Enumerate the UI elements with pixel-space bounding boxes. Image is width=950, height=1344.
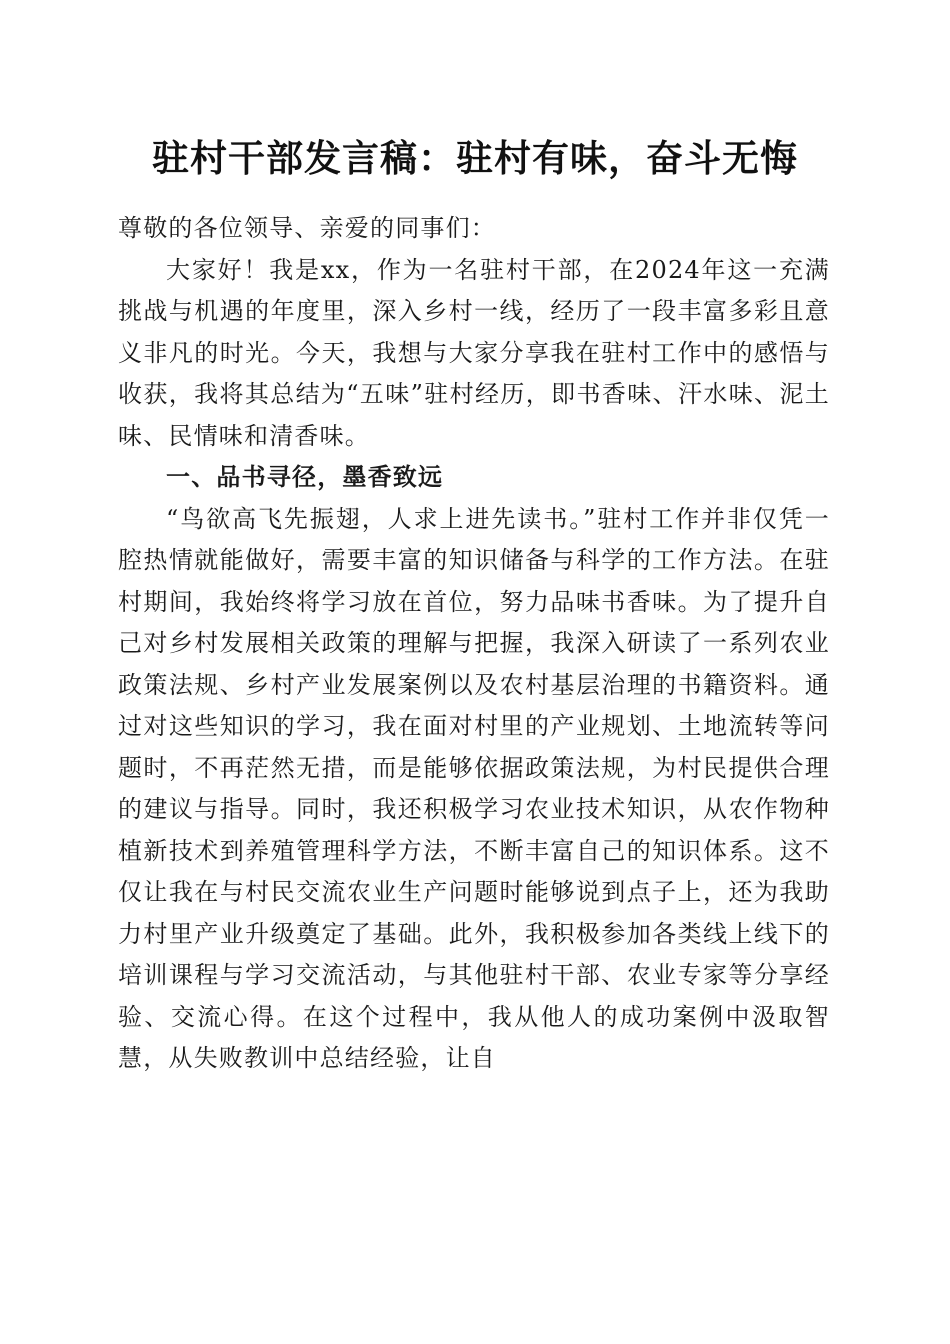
salutation: 尊敬的各位领导、亲爱的同事们： — [118, 214, 496, 242]
document-title: 驻村干部发言稿：驻村有味，奋斗无悔 — [152, 136, 798, 180]
document-body — [118, 208, 830, 1080]
section-paragraph: “鸟欲高飞先振翅，人求上进先读书。”驻村工作并非仅凭一腔热情就能做好，需要丰富的知识储备与科学的工作方法。在驻村期间，我始终将学习放在首位，努力品味书香味。为了提升自己对乡村发展相关政策的理解与把握，我深入研读了一系列农业政策法规、乡村产业发展案例以及农村基层治理的书籍资料。通过对这些知识的学习，我在面对村里的产业规划、土地流转等问题时，不再茫然无措，而是能够依据政策法规，为村民提供合理的建议与指导。同时，我还积极学习农业技术知识，从农作物种植新技术到养殖管理科学方法，不断丰富自己的知识体系。这不仅让我在与村民交流农业生产问题时能够说到点子上，还为我助力村里产业升级奠定了基础。此外，我积极参加各类线上线下的培训课程与学习交流活动，与其他驻村干部、农业专家等分享经验、交流心得。在这个过程中，我从他人的成功案例中汲取智慧，从失败教训中总结经验，让自 — [118, 504, 830, 1072]
section-heading: 一、品书寻径，墨香致远 — [166, 463, 444, 491]
intro-paragraph: 大家好！我是xx，作为一名驻村干部，在2024年这一充满挑战与机遇的年度里，深入乡村一线，经历了一段丰富多彩且意义非凡的时光。今天，我想与大家分享我在驻村工作中的感悟与收获，我将其总结为“五味”驻村经历，即书香味、汗水味、泥土味、民情味和清香味。 — [118, 255, 830, 450]
